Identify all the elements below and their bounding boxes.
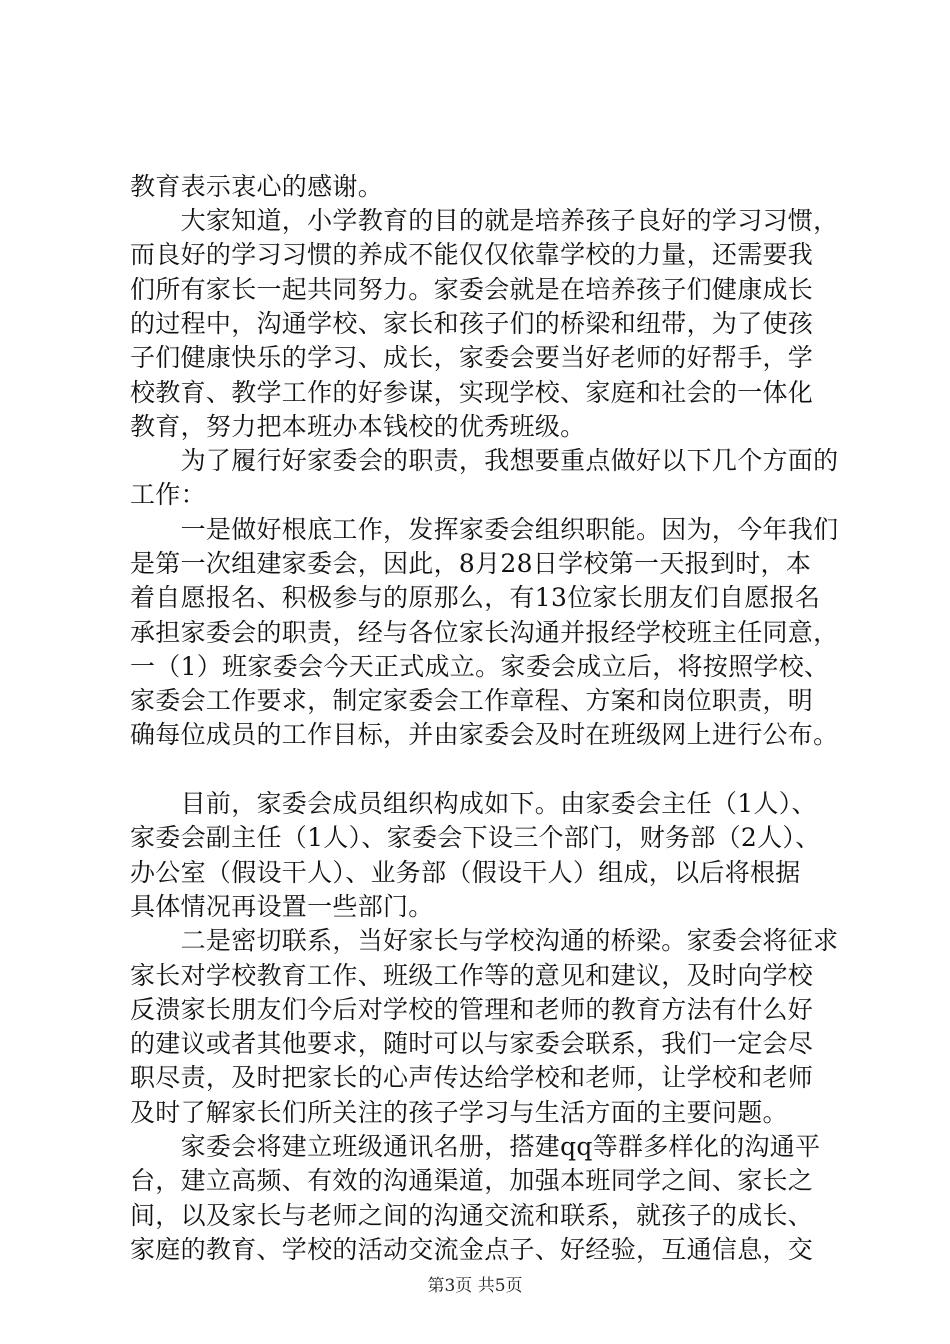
text-line: 二是密切联系，当好家长与学校沟通的桥梁。家委会将征求 [130, 926, 839, 955]
text-line: 们所有家长一起共同努力。家委会就是在培养孩子们健康成长 [130, 275, 814, 304]
text-line: 家委会工作要求，制定家委会工作章程、方案和岗位职责，明 [130, 686, 814, 715]
text-line: 大家知道，小学教育的目的就是培养孩子良好的学习习惯， [130, 206, 839, 235]
text-line: 反溃家长朋友们今后对学校的管理和老师的教育方法有什么好 [130, 995, 814, 1024]
text-line: 办公室（假设干人）、业务部（假设干人）组成，以后将根据 [130, 858, 801, 887]
text-line: 的建议或者其他要求，随时可以与家委会联系，我们一定会尽 [130, 1029, 814, 1058]
text-line: 及时了解家长们所关注的孩子学习与生活方面的主要问题。 [130, 1098, 788, 1127]
text-line: 家庭的教育、学校的活动交流金点子、好经验，互通信息，交 [130, 1235, 814, 1264]
text-line: 间，以及家长与老师之间的沟通交流和联系，就孩子的成长、 [130, 1201, 814, 1230]
text-line: 确每位成员的工作目标，并由家委会及时在班级网上进行公布。 [130, 720, 839, 749]
text-line: 为了履行好家委会的职责，我想要重点做好以下几个方面的 [130, 446, 839, 475]
text-line: 台，建立高频、有效的沟通渠道，加强本班同学之间、家长之 [130, 1166, 814, 1195]
text-line: 教育表示衷心的感谢。 [130, 172, 384, 201]
text-line: 教育，努力把本班办本钱校的优秀班级。 [130, 412, 586, 441]
text-line: 校教育、教学工作的好参谋，实现学校、家庭和社会的一体化 [130, 378, 814, 407]
text-line: 是第一次组建家委会，因此，8月28日学校第一天报到时，本 [130, 549, 812, 578]
text-line: 目前，家委会成员组织构成如下。由家委会主任（1人）、 [130, 789, 817, 818]
text-line: 家委会将建立班级通讯名册，搭建qq等群多样化的沟通平 [130, 1132, 821, 1161]
text-line: 承担家委会的职责，经与各位家长沟通并报经学校班主任同意， [130, 618, 839, 647]
text-line: 子们健康快乐的学习、成长，家委会要当好老师的好帮手，学 [130, 343, 814, 372]
text-line: 一（1）班家委会今天正式成立。家委会成立后，将按照学校、 [130, 652, 830, 681]
text-line: 一是做好根底工作，发挥家委会组织职能。因为，今年我们 [130, 515, 839, 544]
text-line: 家委会副主任（1人）、家委会下设三个部门，财务部（2人）、 [130, 823, 821, 852]
text-line: 着自愿报名、积极参与的原那么，有13位家长朋友们自愿报名 [130, 583, 821, 612]
text-line: 职尽责，及时把家长的心声传达给学校和老师，让学校和老师 [130, 1063, 814, 1092]
text-line: 具体情况再设置一些部门。 [130, 892, 434, 921]
text-line: 的过程中，沟通学校、家长和孩子们的桥梁和纽带，为了使孩 [130, 309, 814, 338]
text-line: 家长对学校教育工作、班级工作等的意见和建议，及时向学校 [130, 961, 814, 990]
text-line: 工作： [130, 480, 206, 509]
page-number-footer: 第3页 共5页 [427, 1276, 523, 1296]
text-line: 而良好的学习习惯的养成不能仅仅依靠学校的力量，还需要我 [130, 240, 814, 269]
